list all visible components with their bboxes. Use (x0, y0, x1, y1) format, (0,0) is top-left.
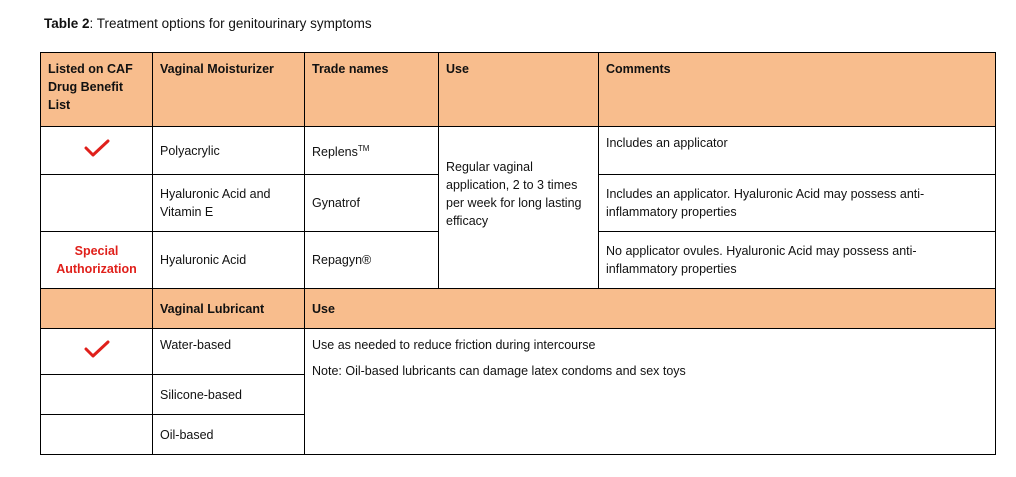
trademark-symbol: TM (357, 143, 370, 153)
header-lubricant: Vaginal Lubricant (153, 289, 305, 329)
lubricant-use-line1: Use as needed to reduce friction during intercourse (312, 338, 596, 352)
listed-cell (41, 329, 153, 375)
special-authorization-label: Special Authorization (41, 232, 153, 289)
table-caption (44, 16, 372, 31)
table-row (41, 329, 996, 375)
listed-cell (41, 415, 153, 455)
trade-name: Gynatrof (305, 175, 439, 232)
lubricant-use-note: Note: Oil-based lubricants can damage latex condoms and sex toys (312, 364, 686, 378)
comment-cell: No applicator ovules. Hyaluronic Acid may possess anti-inflammatory properties (599, 232, 996, 289)
trade-name: Repagyn® (305, 232, 439, 289)
table-row (41, 127, 996, 175)
header-use: Use (439, 53, 599, 127)
header-listed: Listed on CAF Drug Benefit List (41, 53, 153, 127)
lubricant-name: Oil-based (153, 415, 305, 455)
checkmark-icon (84, 340, 110, 358)
header-comments: Comments (599, 53, 996, 127)
listed-cell (41, 175, 153, 232)
caption-sep: : (89, 16, 94, 31)
caption-text: Treatment options for genitourinary symptoms (93, 16, 372, 31)
listed-cell (41, 127, 153, 175)
trade-name (305, 127, 439, 175)
moisturizer-name: Polyacrylic (153, 127, 305, 175)
checkmark-icon (84, 139, 110, 157)
moisturizer-name: Hyaluronic Acid and Vitamin E (153, 175, 305, 232)
treatment-table (40, 52, 996, 455)
header-row (41, 53, 996, 127)
moisturizer-use-text: Regular vaginal application, 2 to 3 times per week for long lasting efficacy (446, 159, 582, 228)
header-trade-names: Trade names (305, 53, 439, 127)
lubricant-header-row (41, 289, 996, 329)
lubricant-name: Water-based (153, 329, 305, 375)
lubricant-use (305, 329, 996, 455)
moisturizer-name: Hyaluronic Acid (153, 232, 305, 289)
header-lubricant-use: Use (305, 289, 996, 329)
lubricant-name: Silicone-based (153, 375, 305, 415)
comment-cell: Includes an applicator (599, 127, 996, 175)
moisturizer-use (439, 127, 599, 289)
header-moisturizer: Vaginal Moisturizer (153, 53, 305, 127)
trade-name-text: Replens (312, 145, 358, 160)
caption-label: Table 2 (44, 16, 90, 31)
lubricant-header-empty (41, 289, 153, 329)
comment-cell: Includes an applicator. Hyaluronic Acid may possess anti-inflammatory properties (599, 175, 996, 232)
listed-cell (41, 375, 153, 415)
